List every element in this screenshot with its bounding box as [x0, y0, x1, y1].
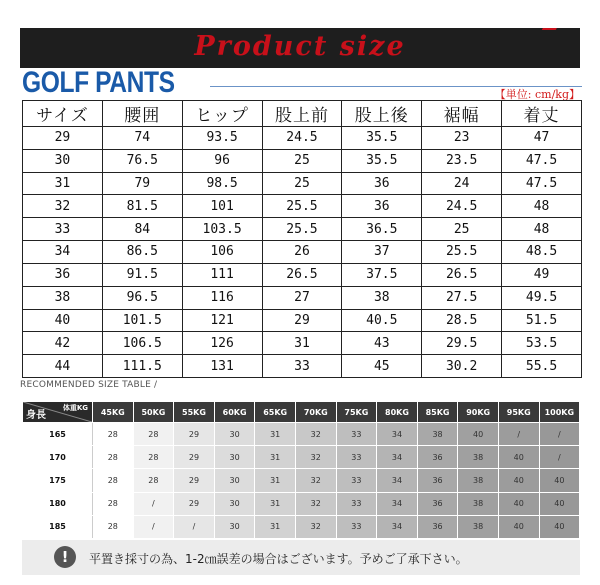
size-cell: 93.5	[182, 127, 262, 150]
size-header-cell: サイズ	[23, 101, 103, 127]
recommended-size-cell: 34	[377, 515, 418, 538]
weight-height-corner	[23, 402, 93, 423]
size-cell: 31	[262, 332, 342, 355]
recommended-size-cell: 40	[498, 515, 539, 538]
size-header-cell: 腰囲	[102, 101, 182, 127]
notice-text: 平置き採寸の為、1-2㎝誤差の場合はございます。予めご了承下さい。	[89, 552, 468, 566]
weight-axis-label: 体重KG	[62, 404, 88, 412]
recommended-size-cell: 33	[336, 446, 377, 469]
recommended-size-cell: 29	[174, 446, 215, 469]
recommended-header-row	[23, 402, 580, 423]
height-row	[23, 492, 580, 515]
recommended-size-cell: 30	[214, 492, 255, 515]
unit-note: 【単位: cm/kg】	[494, 88, 580, 101]
recommended-size-cell: 30	[214, 469, 255, 492]
weight-header-cell: 55KG	[174, 402, 215, 423]
size-cell: 106.5	[102, 332, 182, 355]
size-cell: 96.5	[102, 286, 182, 309]
size-cell: 25	[262, 149, 342, 172]
weight-header-cell: 80KG	[377, 402, 418, 423]
recommended-size-cell: 31	[255, 492, 296, 515]
size-row	[23, 286, 582, 309]
recommended-size-cell: 28	[93, 492, 134, 515]
recommended-size-cell: 40	[539, 515, 580, 538]
recommended-size-cell: 29	[174, 423, 215, 446]
recommended-size-cell: 29	[174, 469, 215, 492]
recommended-size-cell: 40	[458, 423, 499, 446]
recommended-size-cell: 30	[214, 515, 255, 538]
height-header-cell: 170	[23, 446, 93, 469]
recommended-size-cell: /	[539, 446, 580, 469]
recommended-size-cell: 32	[295, 423, 336, 446]
recommended-size-cell: 40	[498, 492, 539, 515]
size-cell: 25.5	[422, 241, 502, 264]
height-header-cell: 185	[23, 515, 93, 538]
recommended-size-cell: 38	[458, 515, 499, 538]
size-cell: 81.5	[102, 195, 182, 218]
size-cell: 47.5	[502, 172, 582, 195]
recommended-size-cell: 34	[377, 446, 418, 469]
size-cell: 48	[502, 218, 582, 241]
recommended-size-cell: 40	[539, 492, 580, 515]
size-cell: 49.5	[502, 286, 582, 309]
size-cell: 84	[102, 218, 182, 241]
size-row	[23, 241, 582, 264]
size-cell: 51.5	[502, 309, 582, 332]
recommended-size-cell: 36	[417, 469, 458, 492]
height-header-cell: 165	[23, 423, 93, 446]
size-cell: 35.5	[342, 127, 422, 150]
size-cell: 37	[342, 241, 422, 264]
size-cell: 32	[23, 195, 103, 218]
recommended-size-cell: 31	[255, 469, 296, 492]
size-cell: 48	[502, 195, 582, 218]
size-cell: 91.5	[102, 263, 182, 286]
measurement-notice	[22, 540, 580, 575]
size-cell: 26.5	[262, 263, 342, 286]
size-cell: 24.5	[422, 195, 502, 218]
size-cell: 29.5	[422, 332, 502, 355]
brand-name: GOLF PANTS	[22, 66, 175, 99]
size-cell: 55.5	[502, 355, 582, 378]
weight-header-cell: 75KG	[336, 402, 377, 423]
recommended-size-cell: 34	[377, 469, 418, 492]
recommended-size-label: RECOMMENDED SIZE TABLE /	[20, 380, 158, 390]
size-cell: 47	[502, 127, 582, 150]
recommended-size-cell: 40	[498, 469, 539, 492]
size-table-header	[23, 101, 582, 127]
size-cell: 30	[23, 149, 103, 172]
height-axis-label: 身長	[26, 410, 46, 421]
size-cell: 25.5	[262, 218, 342, 241]
size-cell: 38	[23, 286, 103, 309]
recommended-size-cell: 32	[295, 515, 336, 538]
size-cell: 101.5	[102, 309, 182, 332]
size-cell: 79	[102, 172, 182, 195]
size-cell: 33	[23, 218, 103, 241]
size-cell: 86.5	[102, 241, 182, 264]
size-cell: 25	[262, 172, 342, 195]
recommended-size-cell: 40	[498, 446, 539, 469]
size-row	[23, 263, 582, 286]
size-row	[23, 218, 582, 241]
size-header-cell: 股上後	[342, 101, 422, 127]
height-header-cell: 180	[23, 492, 93, 515]
size-cell: 49	[502, 263, 582, 286]
banner-title: Product size	[194, 31, 406, 62]
size-row	[23, 172, 582, 195]
recommended-size-cell: 28	[93, 515, 134, 538]
size-cell: 23.5	[422, 149, 502, 172]
size-cell: 98.5	[182, 172, 262, 195]
size-cell: 34	[23, 241, 103, 264]
recommended-size-cell: 36	[417, 446, 458, 469]
size-header-cell: ヒップ	[182, 101, 262, 127]
size-cell: 111	[182, 263, 262, 286]
exclamation-icon: !	[54, 546, 76, 568]
height-row	[23, 423, 580, 446]
weight-header-cell: 90KG	[458, 402, 499, 423]
size-cell: 131	[182, 355, 262, 378]
size-row	[23, 332, 582, 355]
size-row	[23, 149, 582, 172]
size-cell: 76.5	[102, 149, 182, 172]
size-cell: 29	[262, 309, 342, 332]
recommended-size-cell: 33	[336, 515, 377, 538]
size-cell: 35.5	[342, 149, 422, 172]
recommended-size-cell: 28	[93, 469, 134, 492]
size-cell: 26	[262, 241, 342, 264]
recommended-size-cell: 28	[93, 446, 134, 469]
product-size-banner	[20, 28, 580, 68]
weight-header-cell: 50KG	[133, 402, 174, 423]
size-cell: 25	[422, 218, 502, 241]
recommended-size-cell: 38	[458, 469, 499, 492]
size-cell: 40.5	[342, 309, 422, 332]
recommended-size-table	[22, 401, 580, 539]
recommended-size-cell: 31	[255, 423, 296, 446]
recommended-size-cell: 40	[539, 469, 580, 492]
size-cell: 126	[182, 332, 262, 355]
recommended-size-cell: /	[133, 492, 174, 515]
size-cell: 45	[342, 355, 422, 378]
recommended-size-cell: 30	[214, 423, 255, 446]
size-cell: 24.5	[262, 127, 342, 150]
size-cell: 121	[182, 309, 262, 332]
size-cell: 29	[23, 127, 103, 150]
size-cell: 33	[262, 355, 342, 378]
size-cell: 27	[262, 286, 342, 309]
size-cell: 74	[102, 127, 182, 150]
size-cell: 30.2	[422, 355, 502, 378]
size-cell: 103.5	[182, 218, 262, 241]
size-cell: 111.5	[102, 355, 182, 378]
recommended-size-cell: 38	[458, 492, 499, 515]
recommended-size-cell: 31	[255, 446, 296, 469]
size-header-cell: 股上前	[262, 101, 342, 127]
weight-header-cell: 60KG	[214, 402, 255, 423]
size-cell: 53.5	[502, 332, 582, 355]
size-cell: 36	[342, 172, 422, 195]
size-cell: 36.5	[342, 218, 422, 241]
size-cell: 38	[342, 286, 422, 309]
size-cell: 116	[182, 286, 262, 309]
size-header-cell: 裾幅	[422, 101, 502, 127]
size-table	[22, 100, 582, 378]
recommended-size-cell: /	[174, 515, 215, 538]
size-cell: 96	[182, 149, 262, 172]
recommended-size-cell: 38	[417, 423, 458, 446]
recommended-size-cell: 28	[133, 423, 174, 446]
weight-header-cell: 45KG	[93, 402, 134, 423]
size-cell: 101	[182, 195, 262, 218]
size-cell: 36	[23, 263, 103, 286]
height-header-cell: 175	[23, 469, 93, 492]
recommended-size-cell: /	[133, 515, 174, 538]
size-cell: 25.5	[262, 195, 342, 218]
recommended-size-cell: 32	[295, 446, 336, 469]
size-cell: 44	[23, 355, 103, 378]
weight-header-cell: 95KG	[498, 402, 539, 423]
recommended-size-cell: 34	[377, 423, 418, 446]
size-cell: 40	[23, 309, 103, 332]
size-cell: 24	[422, 172, 502, 195]
weight-header-cell: 70KG	[295, 402, 336, 423]
height-row	[23, 446, 580, 469]
recommended-size-cell: /	[539, 423, 580, 446]
weight-header-cell: 100KG	[539, 402, 580, 423]
size-cell: 42	[23, 332, 103, 355]
recommended-size-cell: 29	[174, 492, 215, 515]
size-cell: 27.5	[422, 286, 502, 309]
recommended-size-cell: 30	[214, 446, 255, 469]
size-cell: 28.5	[422, 309, 502, 332]
recommended-size-cell: 33	[336, 492, 377, 515]
height-row	[23, 469, 580, 492]
size-cell: 36	[342, 195, 422, 218]
recommended-size-cell: 36	[417, 492, 458, 515]
recommended-size-cell: 32	[295, 469, 336, 492]
size-header-cell: 着丈	[502, 101, 582, 127]
size-row	[23, 355, 582, 378]
size-cell: 48.5	[502, 241, 582, 264]
recommended-size-cell: 33	[336, 423, 377, 446]
recommended-size-cell: /	[498, 423, 539, 446]
size-row	[23, 195, 582, 218]
recommended-size-cell: 33	[336, 469, 377, 492]
size-cell: 47.5	[502, 149, 582, 172]
weight-header-cell: 65KG	[255, 402, 296, 423]
size-row	[23, 309, 582, 332]
recommended-size-cell: 38	[458, 446, 499, 469]
recommended-size-cell: 28	[93, 423, 134, 446]
recommended-size-cell: 28	[133, 446, 174, 469]
size-cell: 106	[182, 241, 262, 264]
height-row	[23, 515, 580, 538]
size-cell: 23	[422, 127, 502, 150]
size-cell: 26.5	[422, 263, 502, 286]
size-cell: 37.5	[342, 263, 422, 286]
size-cell: 31	[23, 172, 103, 195]
size-row	[23, 127, 582, 150]
recommended-size-cell: 32	[295, 492, 336, 515]
recommended-size-cell: 36	[417, 515, 458, 538]
weight-header-cell: 85KG	[417, 402, 458, 423]
recommended-size-cell: 34	[377, 492, 418, 515]
recommended-size-cell: 28	[133, 469, 174, 492]
size-cell: 43	[342, 332, 422, 355]
recommended-size-cell: 31	[255, 515, 296, 538]
